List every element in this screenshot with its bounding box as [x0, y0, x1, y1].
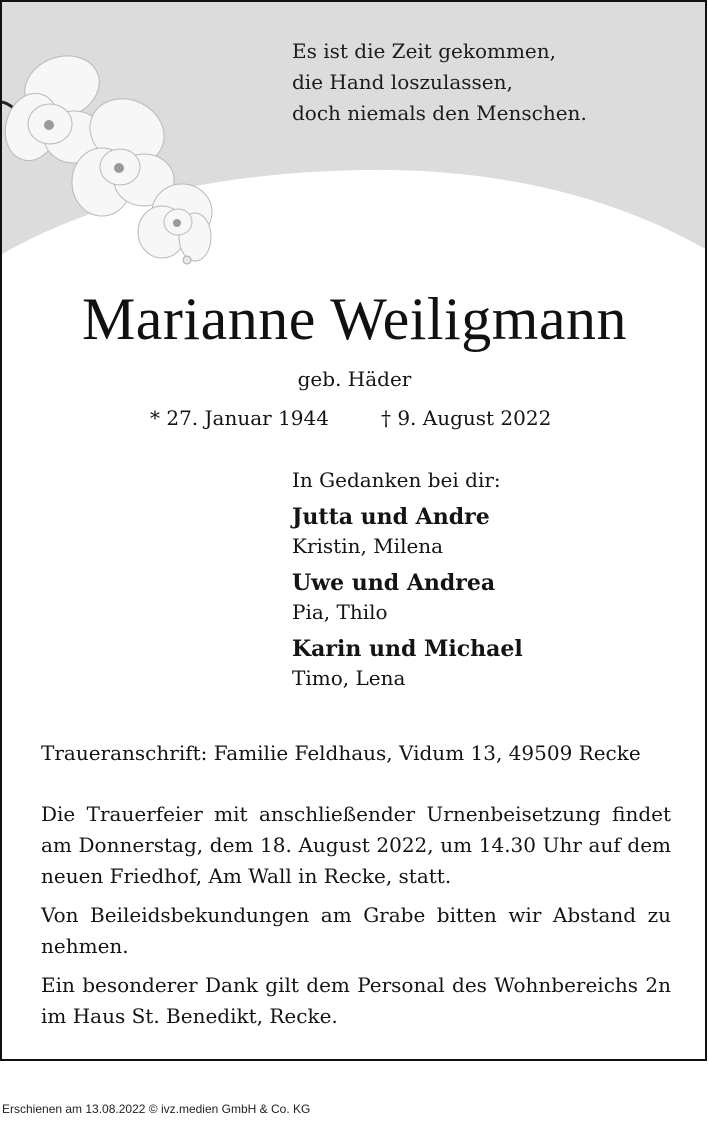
- life-dates: [150, 405, 551, 431]
- orchid-flower-icon: [2, 32, 232, 272]
- notice-body: [41, 799, 671, 1040]
- mourning-address: Traueranschrift: Familie Feldhaus, Vidum 13, 49509 Recke: [41, 741, 641, 765]
- poem-line: doch niemals den Menschen.: [292, 101, 587, 125]
- maiden-name: geb. Häder: [297, 367, 412, 391]
- mourners-intro: In Gedanken bei dir:: [292, 468, 501, 492]
- mourners-block: [292, 466, 523, 700]
- poem-line: die Hand loszulassen,: [292, 70, 513, 94]
- birth-date: * 27. Januar 1944: [150, 406, 329, 430]
- poem: [292, 36, 587, 129]
- family-children: Timo, Lena: [292, 666, 406, 690]
- condolence-paragraph: Von Beileidsbekundungen am Grabe bitten wir Abstand zu nehmen.: [41, 903, 671, 958]
- family-children: Pia, Thilo: [292, 600, 388, 624]
- family-names: Uwe und Andrea: [292, 570, 496, 596]
- ceremony-paragraph: Die Trauerfeier mit anschließender Urnenbeisetzung findet am Donnerstag, dem 18. August 2022, um 14.30 Uhr auf dem neuen Friedhof, Am Wall in Recke, statt.: [41, 802, 671, 888]
- family-children: Kristin, Milena: [292, 534, 444, 558]
- poem-line: Es ist die Zeit gekommen,: [292, 39, 556, 63]
- deceased-name: Marianne Weiligmann: [81, 286, 628, 352]
- death-date: † 9. August 2022: [380, 406, 552, 430]
- family-names: Jutta und Andre: [292, 504, 490, 530]
- thanks-paragraph: Ein besonderer Dank gilt dem Personal des Wohnbereichs 2n im Haus St. Benedikt, Recke.: [41, 973, 671, 1028]
- publication-footer: Erschienen am 13.08.2022 © ivz.medien GmbH & Co. KG: [2, 1102, 311, 1116]
- family-names: Karin und Michael: [292, 636, 523, 662]
